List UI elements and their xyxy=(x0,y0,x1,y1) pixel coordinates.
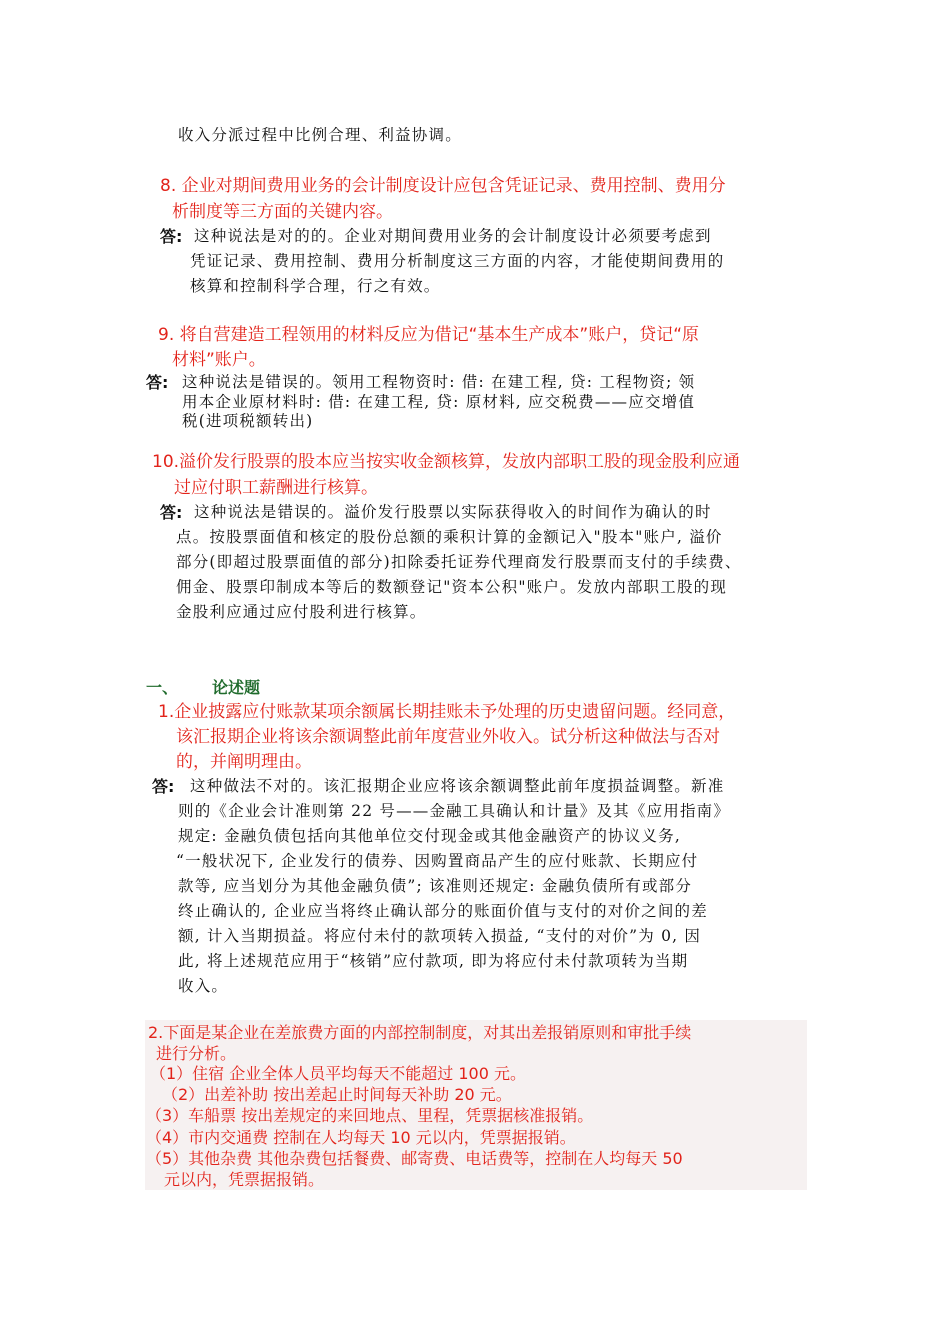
essay-2-item-1: （1）住宿 企业全体人员平均每天不能超过 100 元。 xyxy=(150,1064,526,1083)
answer-9-line-2: 用本企业原材料时: 借: 在建工程, 贷: 原材料, 应交税费——应交增值 xyxy=(182,393,696,411)
question-8-line-2: 析制度等三方面的关键内容。 xyxy=(172,202,393,222)
essay-2-item-5: （5）其他杂费 其他杂费包括餐费、邮寄费、电话费等，控制在人均每天 50 xyxy=(146,1149,683,1168)
section-title: 论述题 xyxy=(212,678,261,697)
essay-1-answer-line-3: 规定: 金融负债包括向其他单位交付现金或其他金融资产的协议义务, xyxy=(178,827,681,845)
essay-2-item-3: （3）车船票 按出差规定的来回地点、里程，凭票据核准报销。 xyxy=(146,1106,594,1125)
question-9-line-2: 材料”账户。 xyxy=(172,350,266,370)
answer-9-line-1: 这种说法是错误的。领用工程物资时: 借: 在建工程, 贷: 工程物资; 领 xyxy=(182,373,696,391)
question-10-line-2: 过应付职工薪酬进行核算。 xyxy=(174,478,378,498)
essay-1-answer-line-7: 额, 计入当期损益。将应付未付的款项转入损益, “支付的对价”为 0, 因 xyxy=(178,927,702,945)
answer-9-label: 答: xyxy=(146,373,169,392)
answer-10-line-1: 这种说法是错误的。溢价发行股票以实际获得收入的时间作为确认的时 xyxy=(194,503,712,521)
essay-1-answer-line-8: 此, 将上述规范应用于“核销”应付款项, 即为将应付未付款项转为当期 xyxy=(178,952,689,970)
question-10-line-1: 10.溢价发行股票的股本应当按实收金额核算，发放内部职工股的现金股利应通 xyxy=(152,452,741,472)
essay-1-answer-line-2: 则的《企业会计准则第 22 号——金融工具确认和计量》及其《应用指南》 xyxy=(178,802,731,820)
answer-8-line-1: 这种说法是对的的。企业对期间费用业务的会计制度设计必须要考虑到 xyxy=(194,227,712,245)
essay-1-answer-label: 答: xyxy=(152,777,175,796)
essay-2-item-5-cont: 元以内，凭票据报销。 xyxy=(164,1170,325,1189)
essay-2-item-2: （2）出差补助 按出差起止时间每天补助 20 元。 xyxy=(162,1085,512,1104)
intro-tail-line: 收入分派过程中比例合理、利益协调。 xyxy=(178,126,462,144)
answer-8-line-3: 核算和控制科学合理，行之有效。 xyxy=(190,277,441,295)
answer-10-label: 答: xyxy=(160,503,183,522)
essay-1-line-1: 1.企业披露应付账款某项余额属长期挂账未予处理的历史遗留问题。经同意， xyxy=(158,702,736,722)
answer-10-line-4: 佣金、股票印制成本等后的数额登记"资本公积"账户。发放内部职工股的现 xyxy=(176,578,728,596)
section-number: 一、 xyxy=(146,678,179,697)
question-9-line-1: 9. 将自营建造工程领用的材料反应为借记“基本生产成本”账户，贷记“原 xyxy=(158,325,700,345)
essay-1-answer-line-4: “一般状况下, 企业发行的债券、因购置商品产生的应付账款、长期应付 xyxy=(176,852,699,870)
essay-2-line-1: 2.下面是某企业在差旅费方面的内部控制制度，对其出差报销原则和审批手续 xyxy=(148,1023,692,1042)
essay-1-answer-line-1: 这种做法不对的。该汇报期企业应将该余额调整此前年度损益调整。新准 xyxy=(190,777,725,795)
answer-10-line-2: 点。按股票面值和核定的股份总额的乘积计算的金额记入"股本"账户, 溢价 xyxy=(176,528,723,546)
essay-1-answer-line-9: 收入。 xyxy=(178,977,229,995)
answer-10-line-3: 部分(即超过股票面值的部分)扣除委托证券代理商发行股票而支付的手续费、 xyxy=(176,553,742,571)
essay-1-line-3: 的，并阐明理由。 xyxy=(176,752,312,772)
essay-1-answer-line-5: 款等, 应当划分为其他金融负债”; 该准则还规定: 金融负债所有或部分 xyxy=(178,877,693,895)
essay-2-line-2: 进行分析。 xyxy=(156,1044,237,1063)
essay-1-line-2: 该汇报期企业将该余额调整此前年度营业外收入。试分析这种做法与否对 xyxy=(176,727,720,747)
question-8-line-1: 8. 企业对期间费用业务的会计制度设计应包含凭证记录、费用控制、费用分 xyxy=(160,176,726,196)
answer-10-line-5: 金股利应通过应付股利进行核算。 xyxy=(176,603,427,621)
essay-2-item-4: （4）市内交通费 控制在人均每天 10 元以内，凭票据报销。 xyxy=(146,1128,576,1147)
answer-8-label: 答: xyxy=(160,227,183,246)
essay-1-answer-line-6: 终止确认的, 企业应当将终止确认部分的账面价值与支付的对价之间的差 xyxy=(178,902,708,920)
answer-9-line-3: 税(进项税额转出) xyxy=(182,412,314,430)
answer-8-line-2: 凭证记录、费用控制、费用分析制度这三方面的内容，才能使期间费用的 xyxy=(190,252,725,270)
